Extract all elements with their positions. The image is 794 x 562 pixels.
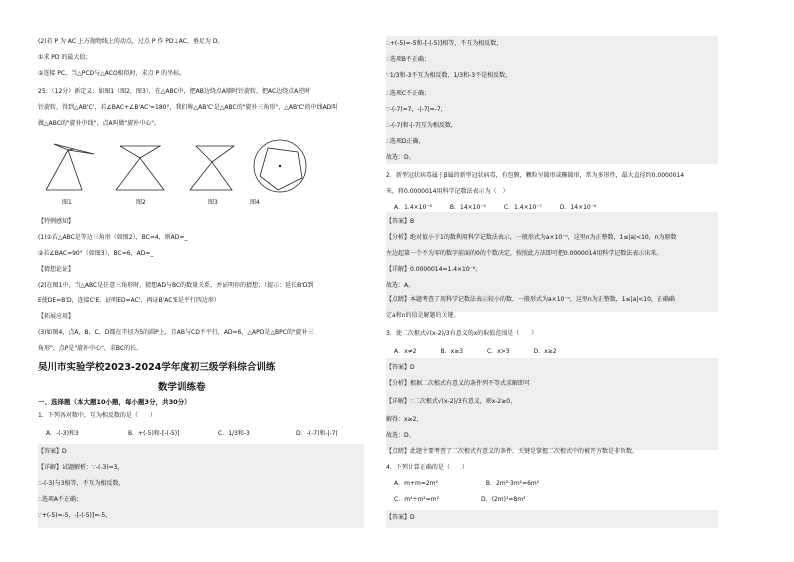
section-heading: 一、选择题（本大题10小题，每小题3分，共30分） <box>38 398 191 406</box>
figure-caption: 图1 <box>62 199 72 206</box>
text-line: E使DE=B'D，连接C'E，证明ED=AC'，再证B'AC'E是平行四边形） <box>38 297 220 304</box>
text-line: 【拓展应用】 <box>38 313 75 320</box>
text-line: ②若∠BAC=90°（如图3），BC=6，AD=_ <box>38 250 154 257</box>
answer-label: 【答案】D <box>386 514 415 521</box>
text-line: ∴选项D正确， <box>386 138 425 145</box>
figure-caption: 图2 <box>136 199 146 206</box>
options-row: A．m+m=2m² B．2m²·3m²=6m² <box>394 480 540 487</box>
text-line: ②连接 PC，当△PCD与△ACO相似时，求点 P 的坐标。 <box>38 70 186 77</box>
text-line: 角形"，点P是"旋补中心"，求BC的长。 <box>38 345 143 352</box>
figure-4-circle <box>248 138 314 196</box>
text-line: ①求 PD 的最大值； <box>38 54 92 61</box>
answer-label: 【答案】D <box>38 448 67 455</box>
figure-caption: 图3 <box>208 199 218 206</box>
text-line: ∴-(-3)与3相等，不互为相反数， <box>38 480 125 487</box>
question-3: 3．使二次根式√(x-2)/3有意义的x的取值范围是（ ） <box>386 330 538 337</box>
option-d: D．-(-7)和-|-7| <box>296 430 338 437</box>
text-line: 故选：A。 <box>386 282 415 289</box>
right-column <box>386 0 718 562</box>
text-line: 【详解】0.0000014=1.4×10⁻⁶。 <box>386 266 482 273</box>
text-line: 【特例感知】 <box>38 218 75 225</box>
text-line: ∴选项A不正确； <box>38 496 82 503</box>
options-row: A．x≠2 B．x≥3 C．x>3 D．x≥2 <box>394 348 557 355</box>
text-line: 【分析】绝对值小于1的数利用科学记数法表示，一般形式为a×10⁻ⁿ，这里n为正整数，1≤|a|<10，n为原数 <box>386 234 677 241</box>
figure-caption: 图4 <box>250 199 260 206</box>
text-line: ∴选项B不正确； <box>386 56 430 63</box>
text-line: ∵-(-7)=7，-|-7|=-7， <box>386 106 447 113</box>
exam-title: 吴川市实验学校2023-2024学年度初三级学科综合训练 <box>38 362 276 373</box>
left-column <box>38 0 364 562</box>
text-line: 定a和n的值是解题的关键。 <box>386 312 460 319</box>
text-line: 【分析】根据二次根式有意义的条件列不等式求解即可 <box>386 380 531 387</box>
option-a: A．-(-3)和3 <box>46 430 79 437</box>
text-line: ∵1/3和-3不互为相反数，1/3和-3不是相反数， <box>386 72 512 79</box>
text-line: 25．（12分）新定义：如图1（图2，图3），在△ABC中，把AB边绕点A顺时针旋转，把AC边绕点A逆时 <box>38 88 311 95</box>
question-4: 4．下列计算正确的是（ ） <box>386 464 468 471</box>
exam-subtitle: 数学训练卷 <box>158 382 206 393</box>
text-line: 【详解】试题解析：∵-(-3)=3， <box>38 464 124 471</box>
text-line: (1)①若△ABC是等边三角形（如图2），BC=4，则AD=_ <box>38 234 188 241</box>
text-line: 左边起第一个不为零的数字前面的0的个数决定，按照此方法即可把0.0000014用科学记数法表示出来。 <box>386 250 663 257</box>
answer-block <box>386 510 718 528</box>
text-line: ∴选项C不正确； <box>386 90 431 97</box>
text-line: 【详解】∵二次根式√(x-2)/3有意义，则x-2≥0， <box>386 398 517 405</box>
options-row: A．1.4×10⁻⁶ B．14×10⁻⁵ C．1.4×10⁻⁷ D．14×10⁻⁶ <box>394 204 597 211</box>
figure-2 <box>110 138 172 196</box>
answer-block <box>386 36 718 164</box>
question-2: 2．新型冠状病毒属于β属的新型冠状病毒，有包膜，颗粒呈圆形或椭圆形，常为多形性，最大直径约0.0000014 <box>386 172 685 179</box>
text-line: ∴+(-5)=-5和-[-(-5)]相等，不互为相反数， <box>386 40 503 47</box>
text-line: 【点睛】本题考查了用科学记数法表示较小的数，一般形式为a×10⁻ⁿ，这里n为正整数，1≤|a|<10，正确确 <box>386 296 675 303</box>
text-line: (3)如图4，点A，B，C，D都在半径为5的圆P上，且AB与CD不平行，AD=6，△APD是△BPC的"旋补三 <box>38 329 314 336</box>
text-line: 故选：D。 <box>386 154 415 161</box>
text-line: (2)若 P 为 AC 上方抛物线上的动点，过点 P 作 PD⊥AC，垂足为 D。 <box>38 38 224 45</box>
option-b: B．+(-5)和-[-(-5)] <box>128 430 180 437</box>
figure-3 <box>182 138 244 196</box>
question-1: 1．下列各对数中，互为相反数的是（ ） <box>38 412 156 419</box>
text-line: 解得：x≥2， <box>386 416 423 423</box>
figure-1 <box>40 138 102 196</box>
text-line: 米，将0.0000014用科学记数法表示为（ ） <box>386 188 509 195</box>
text-line: 针旋转，得到△AB'C'，若∠BAC+∠B'AC'=180°，我们称△AB'C'是△ABC的"旋补三角形"，△AB'C'的中线AD叫 <box>38 104 338 111</box>
text-line: 【点睛】此题主要考查了二次根式有意义的条件，关键是掌握二次根式中的被开方数是非负数。 <box>386 448 639 455</box>
text-line: 故选：D。 <box>386 432 415 439</box>
text-line: 做△ABC的"旋补中线"，点A叫做"旋补中心"。 <box>38 120 161 127</box>
options-row: C．m⁴÷m²=m² D．(2m)³=8m³ <box>394 496 526 503</box>
text-line: (2)在图1中，当△ABC是任意三角形时，猜想AD与BC的数量关系，并证明你的猜想；（提示：延长B'D到 <box>38 282 314 289</box>
answer-label: 【答案】D <box>386 364 415 371</box>
option-c: C．1/3和-3 <box>218 430 250 437</box>
text-line: 【猜想论证】 <box>38 266 75 273</box>
answer-label: 【答案】B <box>386 218 415 225</box>
text-line: ∵+(-5)=-5，-[-(-5)]=-5， <box>38 512 112 519</box>
text-line: ∴-(-7)和-|-7|互为相反数， <box>386 122 457 129</box>
